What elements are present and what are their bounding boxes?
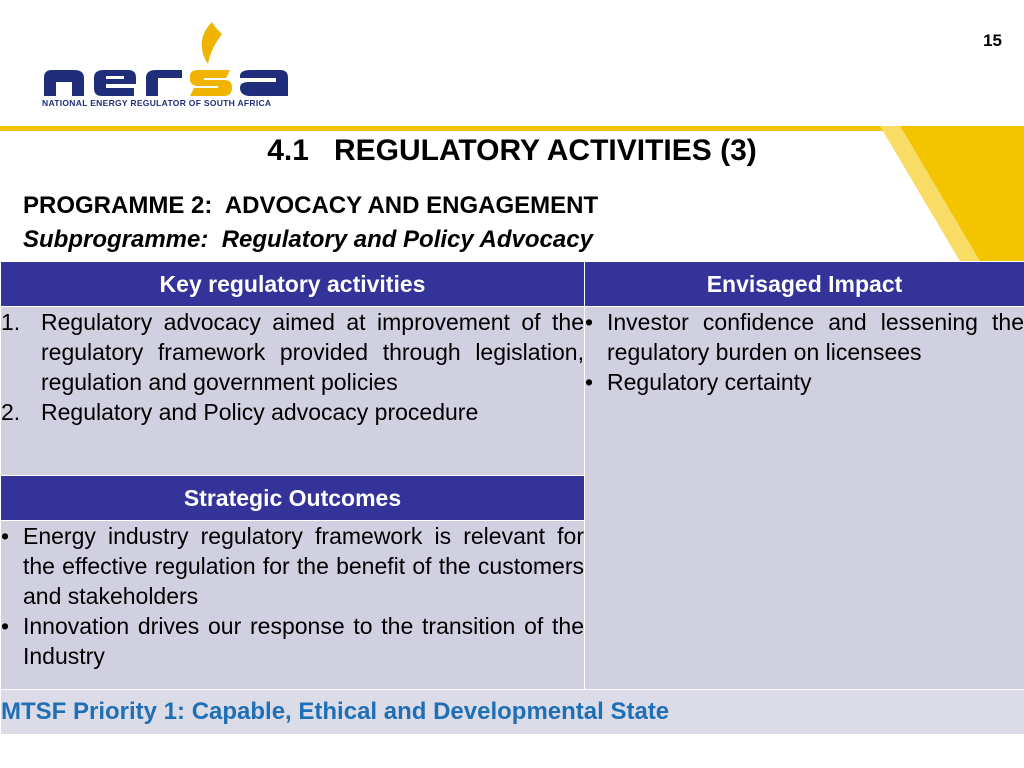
impacts-cell <box>585 307 1024 690</box>
header-envisaged-impact: Envisaged Impact <box>585 262 1024 307</box>
programme-heading: PROGRAMME 2: ADVOCACY AND ENGAGEMENT <box>23 192 599 219</box>
subprogramme-heading: Subprogramme: Regulatory and Policy Advocacy <box>23 226 593 253</box>
impact-text: Investor confidence and lessening the regulatory burden on licensees <box>607 309 1024 365</box>
slide-title: 4.1 REGULATORY ACTIVITIES (3) <box>267 134 757 167</box>
activities-cell <box>1 307 585 476</box>
mtsf-priority-footer: MTSF Priority 1: Capable, Ethical and Developmental State <box>1 690 1024 735</box>
list-item <box>1 397 584 427</box>
regulatory-activities-table <box>0 261 1024 735</box>
outcome-text: Energy industry regulatory framework is relevant for the effective regulation for the benefit of the customers and stakeholders <box>23 523 584 609</box>
list-item <box>1 307 584 397</box>
activity-text: Regulatory and Policy advocacy procedure <box>41 399 479 425</box>
header-key-activities: Key regulatory activities <box>1 262 585 307</box>
list-item <box>1 521 584 611</box>
list-marker: 2. <box>1 399 21 425</box>
impact-text: Regulatory certainty <box>607 369 812 395</box>
list-marker: • <box>1 523 10 549</box>
outcome-text: Innovation drives our response to the transition of the Industry <box>23 613 584 669</box>
list-marker: 1. <box>1 309 21 335</box>
list-item <box>585 367 1024 397</box>
outcomes-cell <box>1 521 585 690</box>
list-item <box>585 307 1024 367</box>
activity-text: Regulatory advocacy aimed at improvement of the regulatory framework provided through legislation, regulation and government policies <box>41 309 584 395</box>
logo-tagline: NATIONAL ENERGY REGULATOR OF SOUTH AFRICA <box>42 98 272 108</box>
nersa-wordmark-icon <box>40 18 310 98</box>
list-item <box>1 611 584 671</box>
page-number: 15 <box>983 31 1002 50</box>
header-strategic-outcomes: Strategic Outcomes <box>1 476 585 521</box>
nersa-logo <box>40 18 310 110</box>
list-marker: • <box>1 613 10 639</box>
list-marker: • <box>585 369 594 395</box>
list-marker: • <box>585 309 594 335</box>
